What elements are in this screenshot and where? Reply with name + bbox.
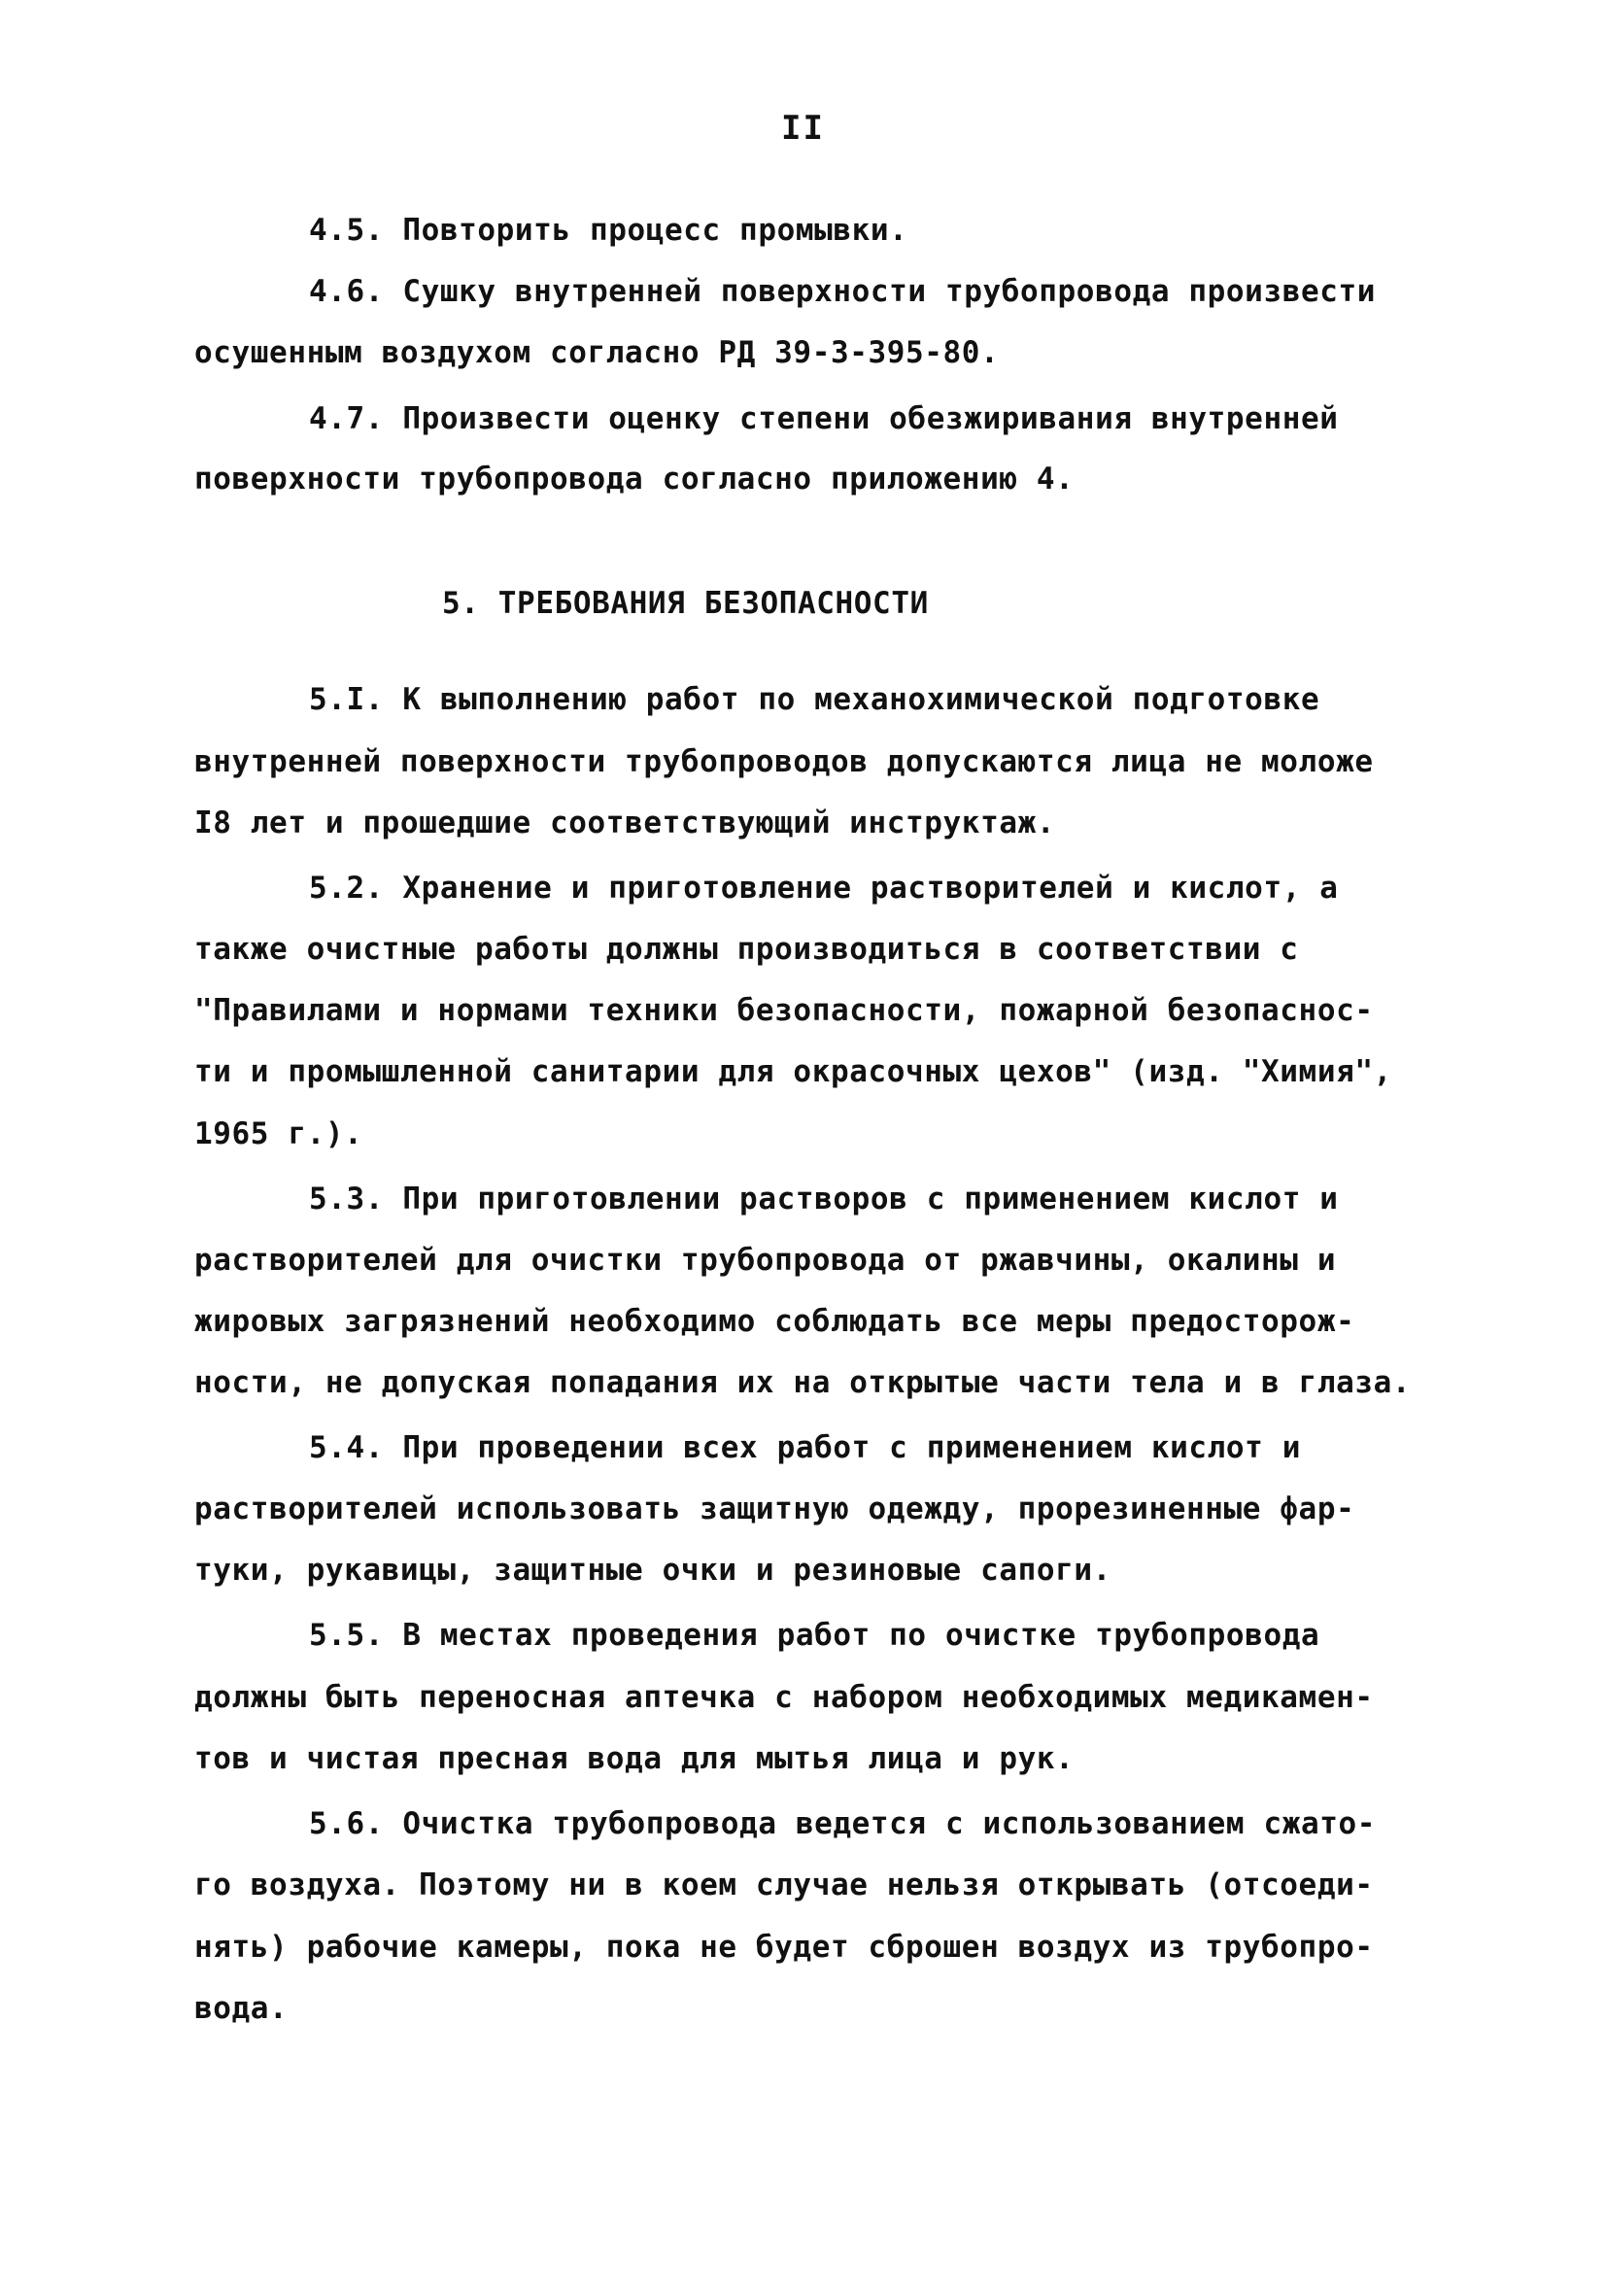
paragraph-5-4-line-1: 5.4. При проведении всех работ с применением кислот и bbox=[309, 1430, 1301, 1465]
paragraph-5-4-line-3: туки, рукавицы, защитные очки и резиновые сапоги. bbox=[194, 1553, 1111, 1588]
paragraph-5-2-line-3: "Правилами и нормами техники безопасности, пожарной безопаснос- bbox=[194, 993, 1374, 1028]
paragraph-5-2-line-5: 1965 г.). bbox=[194, 1116, 363, 1151]
paragraph-5-3-line-3: жировых загрязнений необходимо соблюдать все меры предосторож- bbox=[194, 1304, 1355, 1339]
paragraph-5-6-line-4: вода. bbox=[194, 1991, 289, 2026]
paragraph-5-1-line-3: I8 лет и прошедшие соответствующий инструктаж. bbox=[194, 805, 1056, 840]
paragraph-5-1-line-1: 5.I. К выполнению работ по механохимической подготовке bbox=[309, 682, 1320, 717]
paragraph-5-3-line-4: ности, не допуская попадания их на открытые части тела и в глаза. bbox=[194, 1365, 1412, 1400]
paragraph-5-1-line-2: внутренней поверхности трубопроводов допускаются лица не моложе bbox=[194, 744, 1374, 779]
paragraph-5-5-line-1: 5.5. В местах проведения работ по очистке трубопровода bbox=[309, 1618, 1320, 1653]
paragraph-5-6-line-2: го воздуха. Поэтому ни в коем случае нельзя открывать (отсоеди- bbox=[194, 1868, 1374, 1902]
paragraph-5-4-line-2: растворителей использовать защитную одежду, прорезиненные фар- bbox=[194, 1491, 1355, 1526]
page-number: II bbox=[781, 109, 825, 148]
paragraph-5-6-line-3: нять) рабочие камеры, пока не будет сброшен воздух из трубопро- bbox=[194, 1930, 1374, 1965]
section-5-heading: 5. ТРЕБОВАНИЯ БЕЗОПАСНОСТИ bbox=[442, 586, 929, 621]
paragraph-4-5: 4.5. Повторить процесс промывки. bbox=[309, 213, 908, 248]
paragraph-5-2-line-2: также очистные работы должны производиться в соответствии с bbox=[194, 932, 1299, 967]
paragraph-4-7-line-1: 4.7. Произвести оценку степени обезжиривания внутренней bbox=[309, 401, 1339, 436]
paragraph-5-6-line-1: 5.6. Очистка трубопровода ведется с использованием сжато- bbox=[309, 1806, 1377, 1841]
paragraph-4-7-line-2: поверхности трубопровода согласно приложению 4. bbox=[194, 462, 1075, 497]
paragraph-5-2-line-4: ти и промышленной санитарии для окрасочных цехов" (изд. "Химия", bbox=[194, 1054, 1392, 1089]
paragraph-5-3-line-2: растворителей для очистки трубопровода от ржавчины, окалины и bbox=[194, 1243, 1337, 1278]
paragraph-5-5-line-2: должны быть переносная аптечка с набором необходимых медикамен- bbox=[194, 1680, 1374, 1715]
paragraph-5-2-line-1: 5.2. Хранение и приготовление растворителей и кислот, а bbox=[309, 871, 1339, 906]
paragraph-4-6-line-2: осушенным воздухом согласно РД 39-3-395-80. bbox=[194, 335, 1000, 370]
paragraph-5-3-line-1: 5.3. При приготовлении растворов с применением кислот и bbox=[309, 1182, 1339, 1217]
paragraph-4-6-line-1: 4.6. Сушку внутренней поверхности трубопровода произвести bbox=[309, 274, 1377, 309]
paragraph-5-5-line-3: тов и чистая пресная вода для мытья лица и рук. bbox=[194, 1741, 1075, 1776]
